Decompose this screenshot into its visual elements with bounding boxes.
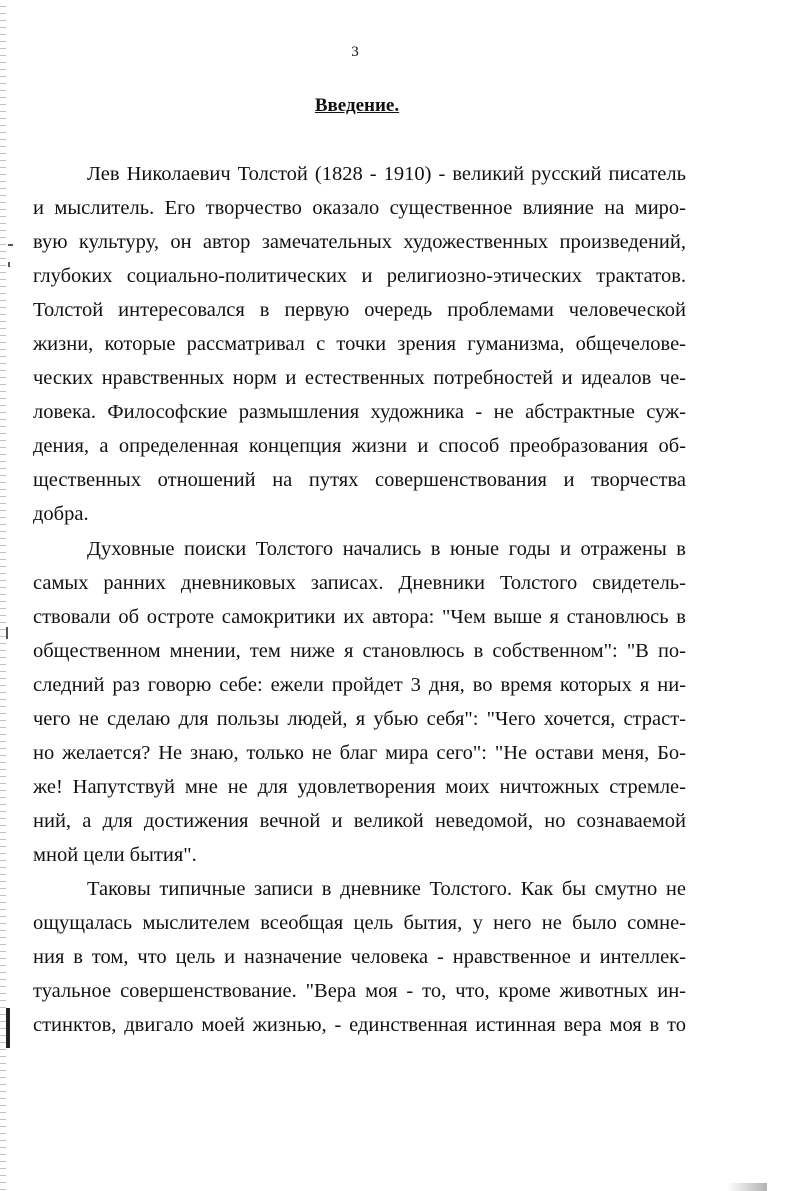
margin-mark: [8, 244, 13, 246]
page-number: 3: [351, 44, 359, 60]
text-line: Толстой интересовался в первую очередь проблемами человеческой: [33, 299, 686, 321]
text-line: глубоких социально-политических и религиозно-этических трактатов.: [33, 265, 686, 287]
margin-mark: [6, 1008, 10, 1048]
text-line: чего не сделаю для пользы людей, я убью себя": "Чего хочется, страст-: [33, 708, 686, 730]
scan-corner-mark: [727, 1183, 767, 1191]
text-line: мной цели бытия".: [33, 844, 197, 866]
text-line: ощущалась мыслителем всеобщая цель бытия, у него не было сомне-: [33, 912, 686, 934]
text-line: Духовные поиски Толстого начались в юные годы и отражены в: [87, 538, 686, 560]
margin-mark: [8, 262, 10, 267]
text-line: жизни, которые рассматривал с точки зрения гуманизма, общечелове-: [33, 333, 686, 355]
text-line: но желается? Не знаю, только не благ мира сего": "Не остави меня, Бо-: [33, 742, 686, 764]
text-line: вую культуру, он автор замечательных художественных произведений,: [33, 231, 686, 253]
text-line: ний, а для достижения вечной и великой неведомой, но сознаваемой: [33, 810, 686, 832]
text-line: общественном мнении, тем ниже я становлюсь в собственном": "В по-: [33, 640, 686, 662]
text-line: туальное совершенствование. "Вера моя - то, что, кроме животных ин-: [33, 980, 686, 1002]
text-line: ческих нравственных норм и естественных потребностей и идеалов че-: [33, 367, 686, 389]
text-line: ния в том, что цель и назначение человека - нравственное и интеллек-: [33, 946, 686, 968]
text-line: же! Напутствуй мне не для удовлетворения моих ничтожных стремле-: [33, 776, 686, 798]
text-line: ствовали об остроте самокритики их автора: "Чем выше я становлюсь в: [33, 606, 686, 628]
text-line: ловека. Философские размышления художника - не абстрактные суж-: [33, 401, 686, 423]
text-line: Лев Николаевич Толстой (1828 - 1910) - великий русский писатель: [87, 163, 686, 185]
text-line: следний раз говорю себе: ежели пройдет 3 дня, во время которых я ни-: [33, 674, 686, 696]
text-line: щественных отношений на путях совершенствования и творчества: [33, 469, 686, 491]
page-heading: Введение.: [314, 95, 400, 116]
text-line: Таковы типичные записи в дневнике Толстого. Как бы смутно не: [87, 878, 686, 900]
text-line: стинктов, двигало моей жизнью, - единственная истинная вера моя в то: [33, 1014, 686, 1036]
text-line: и мыслитель. Его творчество оказало существенное влияние на миро-: [33, 197, 686, 219]
text-line: дения, а определенная концепция жизни и способ преобразования об-: [33, 435, 686, 457]
margin-mark: [6, 627, 8, 639]
text-line: добра.: [33, 503, 89, 525]
text-line: самых ранних дневниковых записах. Дневники Толстого свидетель-: [33, 572, 686, 594]
